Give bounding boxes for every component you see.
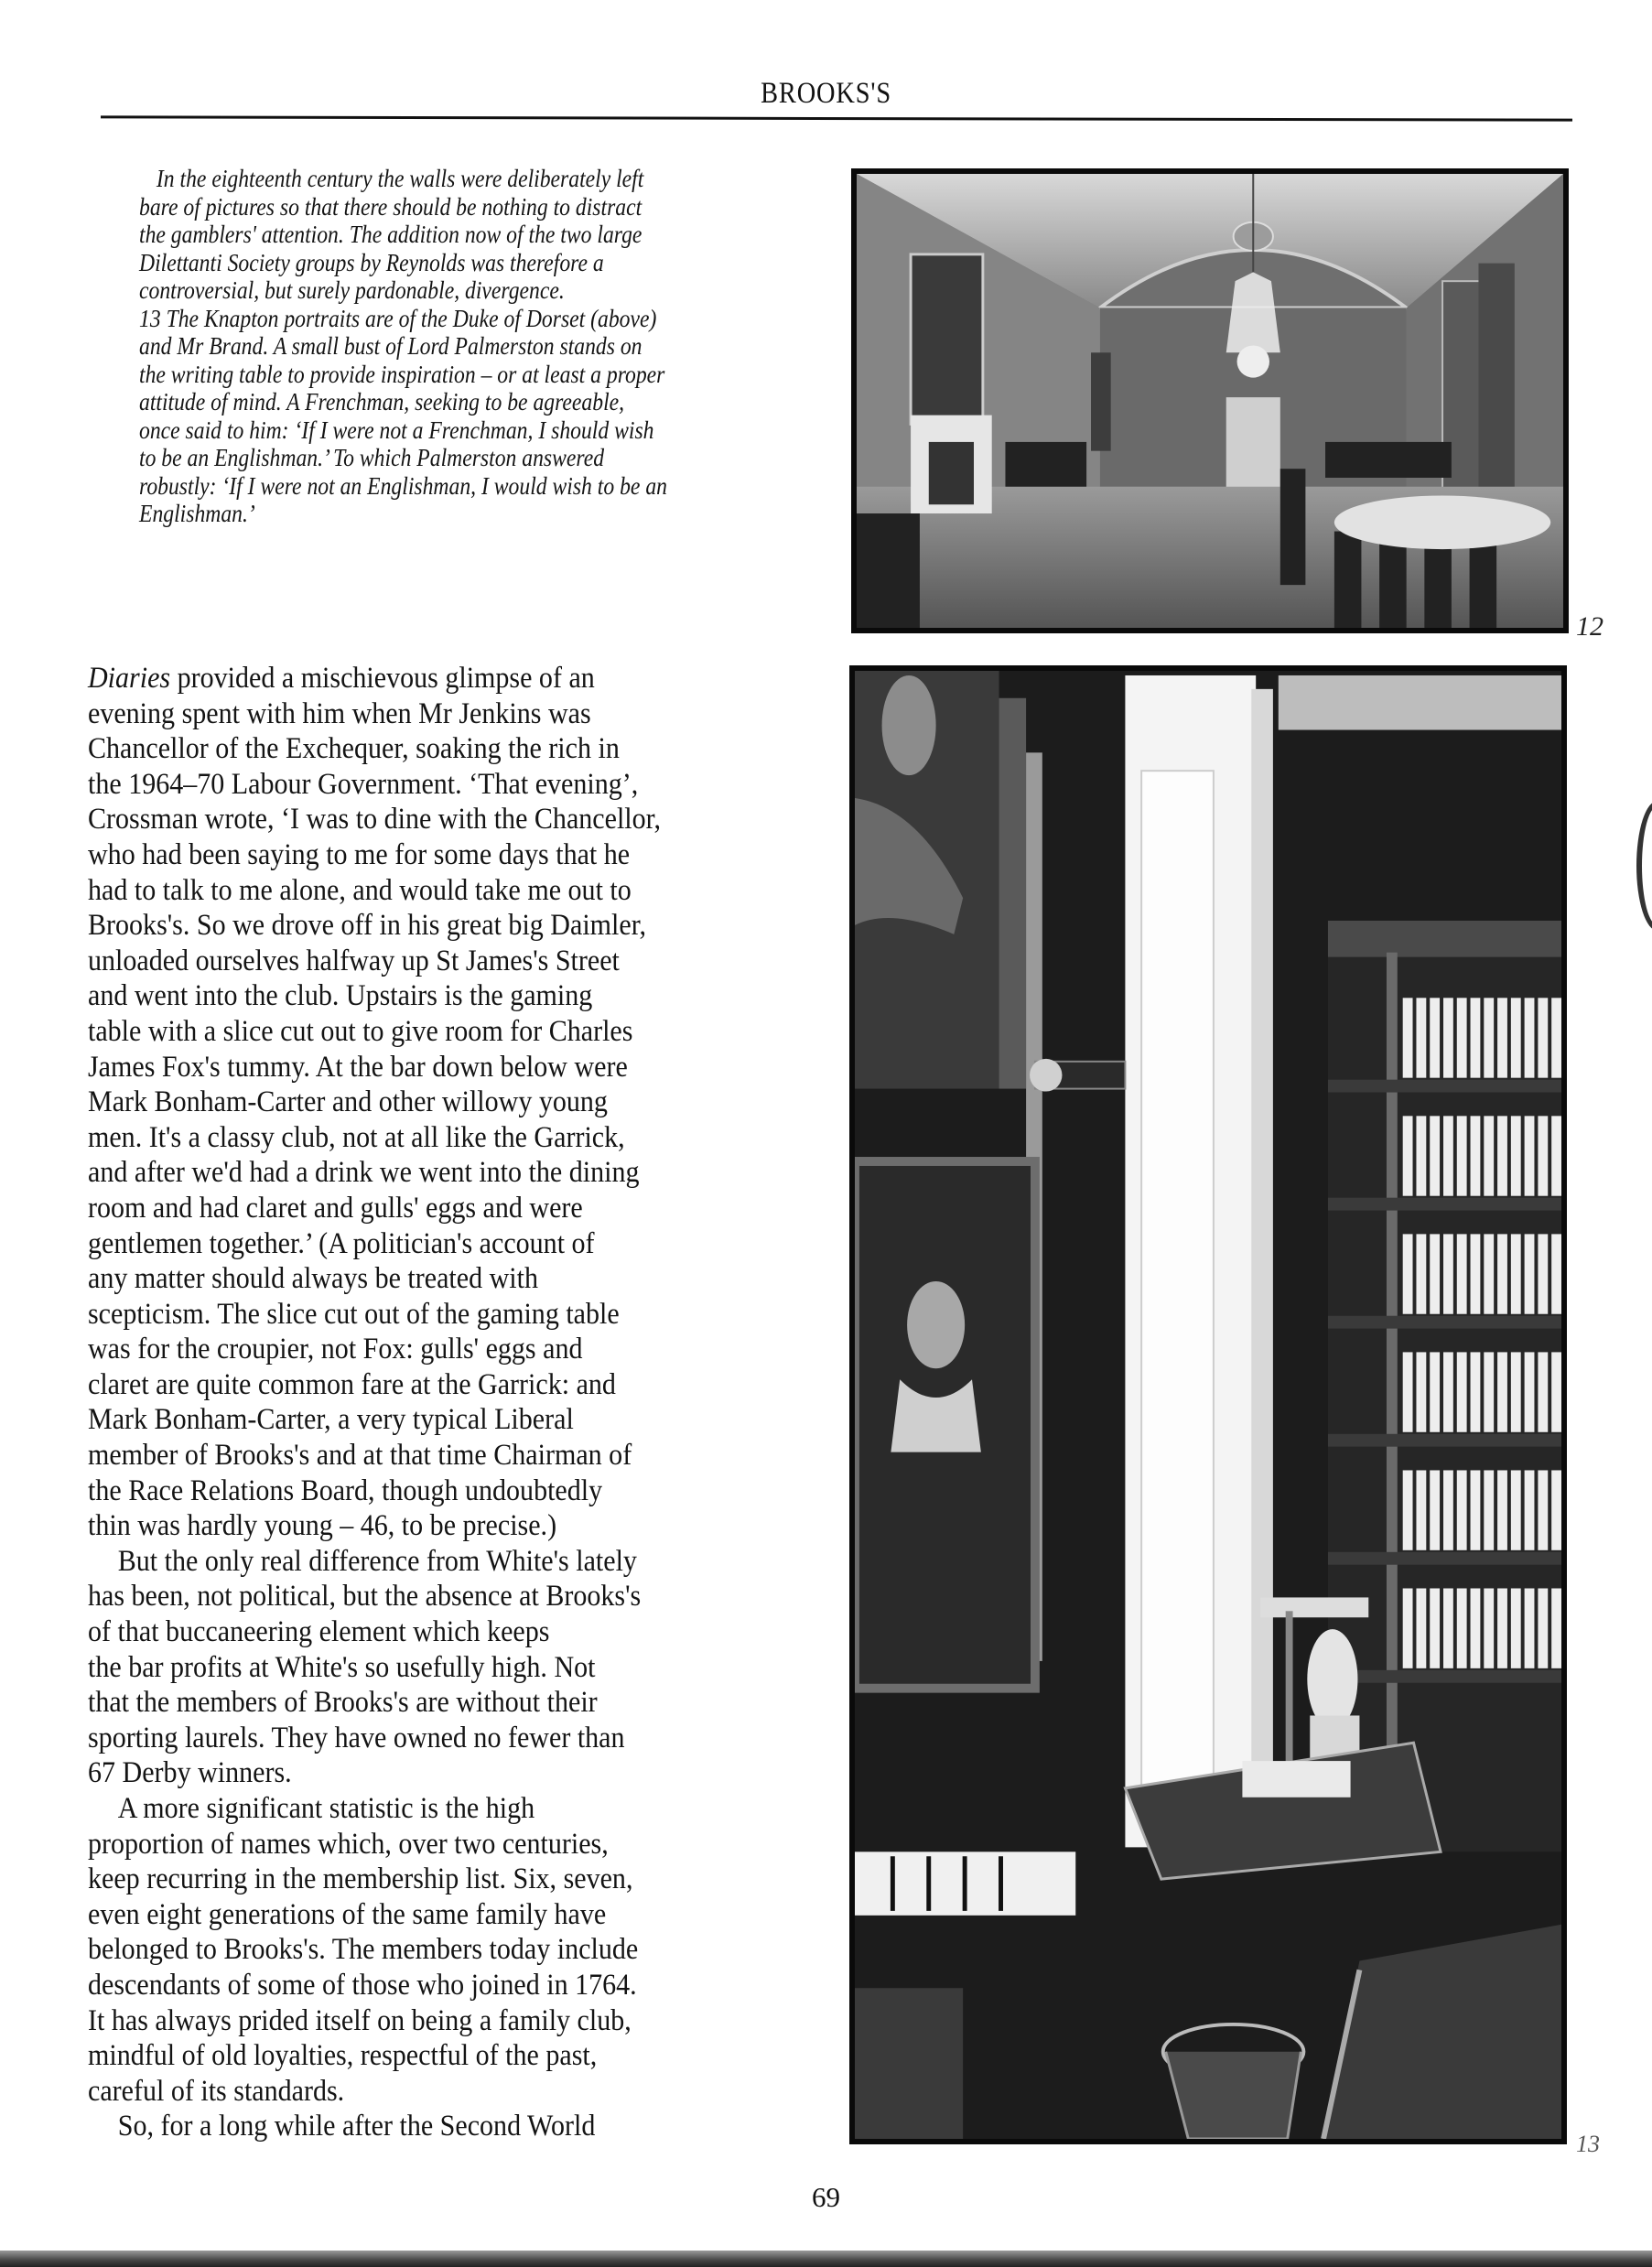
book-spine bbox=[1484, 1589, 1494, 1668]
book-spine bbox=[1538, 1116, 1548, 1195]
book-spine bbox=[1511, 1116, 1521, 1195]
book-spine bbox=[1403, 1116, 1413, 1195]
scan-edge bbox=[0, 2251, 1652, 2267]
body-line: the 1964–70 Labour Government. ‘That evening’, bbox=[88, 767, 639, 801]
body-line: Chancellor of the Exchequer, soaking the rich in bbox=[88, 732, 620, 766]
book-spine bbox=[1538, 1470, 1548, 1549]
book-spine bbox=[1511, 998, 1521, 1077]
body-line: evening spent with him when Mr Jenkins was bbox=[88, 696, 591, 730]
book-spine bbox=[1497, 1352, 1507, 1431]
book-spine bbox=[1538, 1352, 1548, 1431]
shelf bbox=[1328, 1670, 1561, 1683]
book-spine bbox=[1430, 1116, 1440, 1195]
body-line: unloaded ourselves halfway up St James's Street bbox=[88, 944, 620, 977]
book-spine bbox=[1538, 1589, 1548, 1668]
shelf bbox=[1328, 1198, 1561, 1211]
book-spine bbox=[1403, 1470, 1413, 1549]
caption-line: once said to him: ‘If I were not a Frenchman, I should wish bbox=[139, 415, 654, 444]
caption-line: controversial, but surely pardonable, divergence. bbox=[139, 275, 565, 304]
body-line: the bar profits at White's so usefully high. Not bbox=[88, 1650, 596, 1684]
body-line: keep recurring in the membership list. Six, seven, bbox=[88, 1862, 633, 1896]
plate-12-photo bbox=[851, 168, 1569, 633]
book-spine bbox=[1511, 1234, 1521, 1313]
book-spine bbox=[1403, 1234, 1413, 1313]
book-spine bbox=[1538, 1234, 1548, 1313]
book-spine bbox=[1443, 1116, 1453, 1195]
body-line: had to talk to me alone, and would take me out to bbox=[88, 873, 632, 907]
caption-line: 13 The Knapton portraits are of the Duke of Dorset (above) bbox=[139, 303, 657, 332]
book-spine bbox=[1416, 1234, 1426, 1313]
book-spine bbox=[1430, 1589, 1440, 1668]
body-line: gentlemen together.’ (A politician's account of bbox=[88, 1226, 595, 1260]
book-spine bbox=[1484, 1470, 1494, 1549]
body-line: careful of its standards. bbox=[88, 2074, 345, 2108]
book-spine bbox=[1457, 1116, 1467, 1195]
body-line: that the members of Brooks's are without their bbox=[88, 1686, 598, 1720]
body-line: It has always prided itself on being a family club, bbox=[88, 2003, 632, 2037]
book-spine bbox=[1497, 1116, 1507, 1195]
caption-line: the writing table to provide inspiration – or at least a proper bbox=[139, 359, 665, 388]
book-spine bbox=[1416, 1116, 1426, 1195]
book-title: Diaries bbox=[88, 662, 171, 695]
book-spine bbox=[1484, 1234, 1494, 1313]
book-spine bbox=[1484, 1352, 1494, 1431]
book-spine bbox=[1525, 1116, 1535, 1195]
book-spine bbox=[1443, 1470, 1453, 1549]
body-line: proportion of names which, over two centuries, bbox=[88, 1827, 609, 1861]
book-spine bbox=[1403, 1352, 1413, 1431]
book-spine bbox=[1551, 1470, 1561, 1549]
book-spine bbox=[1457, 1352, 1467, 1431]
book-spine bbox=[1430, 1352, 1440, 1431]
caption-line: Englishman.’ bbox=[139, 499, 255, 527]
book-spine bbox=[1551, 1234, 1561, 1313]
book-spine bbox=[1497, 1589, 1507, 1668]
book-spine bbox=[1471, 1116, 1481, 1195]
caption-line: the gamblers' attention. The addition now of the two large bbox=[139, 220, 642, 248]
body-line: James Fox's tummy. At the bar down below were bbox=[88, 1050, 628, 1084]
body-line: descendants of some of those who joined in 1764. bbox=[88, 1968, 637, 2002]
book-spine bbox=[1443, 998, 1453, 1077]
book-spine bbox=[1497, 1470, 1507, 1549]
book-spine bbox=[1497, 1234, 1507, 1313]
book-spine bbox=[1511, 1352, 1521, 1431]
gaming-room-illustration bbox=[857, 174, 1563, 628]
book-spine bbox=[1484, 1116, 1494, 1195]
book-spine bbox=[1484, 998, 1494, 1077]
body-line: But the only real difference from White's lately bbox=[117, 1544, 637, 1578]
caption-line: bare of pictures so that there should be nothing to distract bbox=[139, 191, 642, 221]
plate-captions bbox=[139, 165, 738, 528]
body-line: and after we'd had a drink we went into the dining bbox=[88, 1156, 640, 1190]
body-line: any matter should always be treated with bbox=[88, 1262, 539, 1296]
plate-13-number: 13 bbox=[1576, 2131, 1600, 2157]
body-line: A more significant statistic is the high bbox=[117, 1792, 535, 1825]
library-photograph bbox=[855, 671, 1561, 2139]
running-head: BROOKS'S bbox=[761, 77, 892, 110]
book-spine bbox=[1551, 1589, 1561, 1668]
body-line: men. It's a classy club, not at all like the Garrick, bbox=[88, 1120, 625, 1154]
caption-line: Dilettanti Society groups by Reynolds was therefore a bbox=[139, 247, 604, 276]
body-line: scepticism. The slice cut out of the gaming table bbox=[88, 1297, 620, 1331]
book-spine bbox=[1416, 1470, 1426, 1549]
book-spine bbox=[1430, 1470, 1440, 1549]
body-line bbox=[88, 661, 771, 696]
book-spine bbox=[1551, 998, 1561, 1077]
book-spine bbox=[1443, 1589, 1453, 1668]
body-line: Mark Bonham-Carter and other willowy young bbox=[88, 1085, 608, 1119]
body-line: belonged to Brooks's. The members today include bbox=[88, 1933, 639, 1967]
book-spine bbox=[1403, 1589, 1413, 1668]
book-spine bbox=[1457, 998, 1467, 1077]
body-line: of that buccaneering element which keeps bbox=[88, 1615, 550, 1649]
body-line: Brooks's. So we drove off in his great big Daimler, bbox=[88, 909, 647, 943]
shelf bbox=[1328, 1434, 1561, 1447]
book-spine bbox=[1525, 1589, 1535, 1668]
body-line: 67 Derby winners. bbox=[88, 1756, 292, 1790]
book-spine bbox=[1457, 1234, 1467, 1313]
body-text bbox=[88, 661, 771, 2144]
page-number: 69 bbox=[812, 2181, 840, 2213]
caption-line: robustly: ‘If I were not an Englishman, I would wish to be an bbox=[139, 470, 667, 500]
book-spine bbox=[1403, 998, 1413, 1077]
book-spine bbox=[1416, 1352, 1426, 1431]
body-line: has been, not political, but the absence at Brooks's bbox=[88, 1580, 642, 1614]
body-line: room and had claret and gulls' eggs and were bbox=[88, 1191, 583, 1225]
plate-13-photo bbox=[849, 665, 1567, 2144]
book-spine bbox=[1511, 1589, 1521, 1668]
body-line: mindful of old loyalties, respectful of the past, bbox=[88, 2039, 598, 2073]
book-spine bbox=[1443, 1234, 1453, 1313]
shelf bbox=[1328, 1552, 1561, 1565]
body-line: the Race Relations Board, though undoubtedly bbox=[88, 1474, 603, 1507]
body-line: Mark Bonham-Carter, a very typical Liberal bbox=[88, 1403, 574, 1437]
book-spine bbox=[1525, 1470, 1535, 1549]
book-spine bbox=[1538, 998, 1548, 1077]
page-edge-mark bbox=[1636, 801, 1652, 931]
book-spine bbox=[1511, 1470, 1521, 1549]
header-rule bbox=[101, 115, 1572, 121]
book-spine bbox=[1525, 1352, 1535, 1431]
body-line: member of Brooks's and at that time Chairman of bbox=[88, 1439, 632, 1473]
book-spine bbox=[1457, 1470, 1467, 1549]
body-line: So, for a long while after the Second World bbox=[117, 2110, 596, 2143]
book-spine bbox=[1430, 1234, 1440, 1313]
body-line: was for the croupier, not Fox: gulls' eggs and bbox=[88, 1333, 583, 1366]
book-spine bbox=[1551, 1116, 1561, 1195]
body-line: sporting laurels. They have owned no fewer than bbox=[88, 1721, 625, 1754]
caption-line: and Mr Brand. A small bust of Lord Palmerston stands on bbox=[139, 331, 642, 360]
body-line: claret are quite common fare at the Garrick: and bbox=[88, 1367, 616, 1401]
book-spine bbox=[1525, 1234, 1535, 1313]
shelf bbox=[1328, 1080, 1561, 1093]
book-spine bbox=[1416, 1589, 1426, 1668]
caption-line: attitude of mind. A Frenchman, seeking to be agreeable, bbox=[139, 387, 625, 416]
book-spine bbox=[1471, 1352, 1481, 1431]
shelf bbox=[1328, 1316, 1561, 1329]
body-line-text: provided a mischievous glimpse of an bbox=[170, 662, 595, 695]
body-line: who had been saying to me for some days that he bbox=[88, 837, 631, 871]
body-line: thin was hardly young – 46, to be precise.) bbox=[88, 1509, 557, 1543]
caption-line: In the eighteenth century the walls were deliberately left bbox=[156, 164, 644, 192]
book-spine bbox=[1497, 998, 1507, 1077]
book-spine bbox=[1551, 1352, 1561, 1431]
book-spine bbox=[1430, 998, 1440, 1077]
plate-12-number: 12 bbox=[1576, 611, 1603, 642]
body-line: table with a slice cut out to give room for Charles bbox=[88, 1014, 633, 1048]
book-spine bbox=[1525, 998, 1535, 1077]
body-line: Crossman wrote, ‘I was to dine with the Chancellor, bbox=[88, 803, 661, 837]
book-spine bbox=[1471, 998, 1481, 1077]
caption-line: to be an Englishman.’ To which Palmerston answered bbox=[139, 443, 605, 471]
book-spine bbox=[1471, 1589, 1481, 1668]
book-spine bbox=[1471, 1470, 1481, 1549]
book-spine bbox=[1471, 1234, 1481, 1313]
book-spine bbox=[1443, 1352, 1453, 1431]
book-spine bbox=[1457, 1589, 1467, 1668]
body-line: and went into the club. Upstairs is the gaming bbox=[88, 979, 593, 1013]
book-spine bbox=[1416, 998, 1426, 1077]
body-line: even eight generations of the same family have bbox=[88, 1897, 607, 1931]
